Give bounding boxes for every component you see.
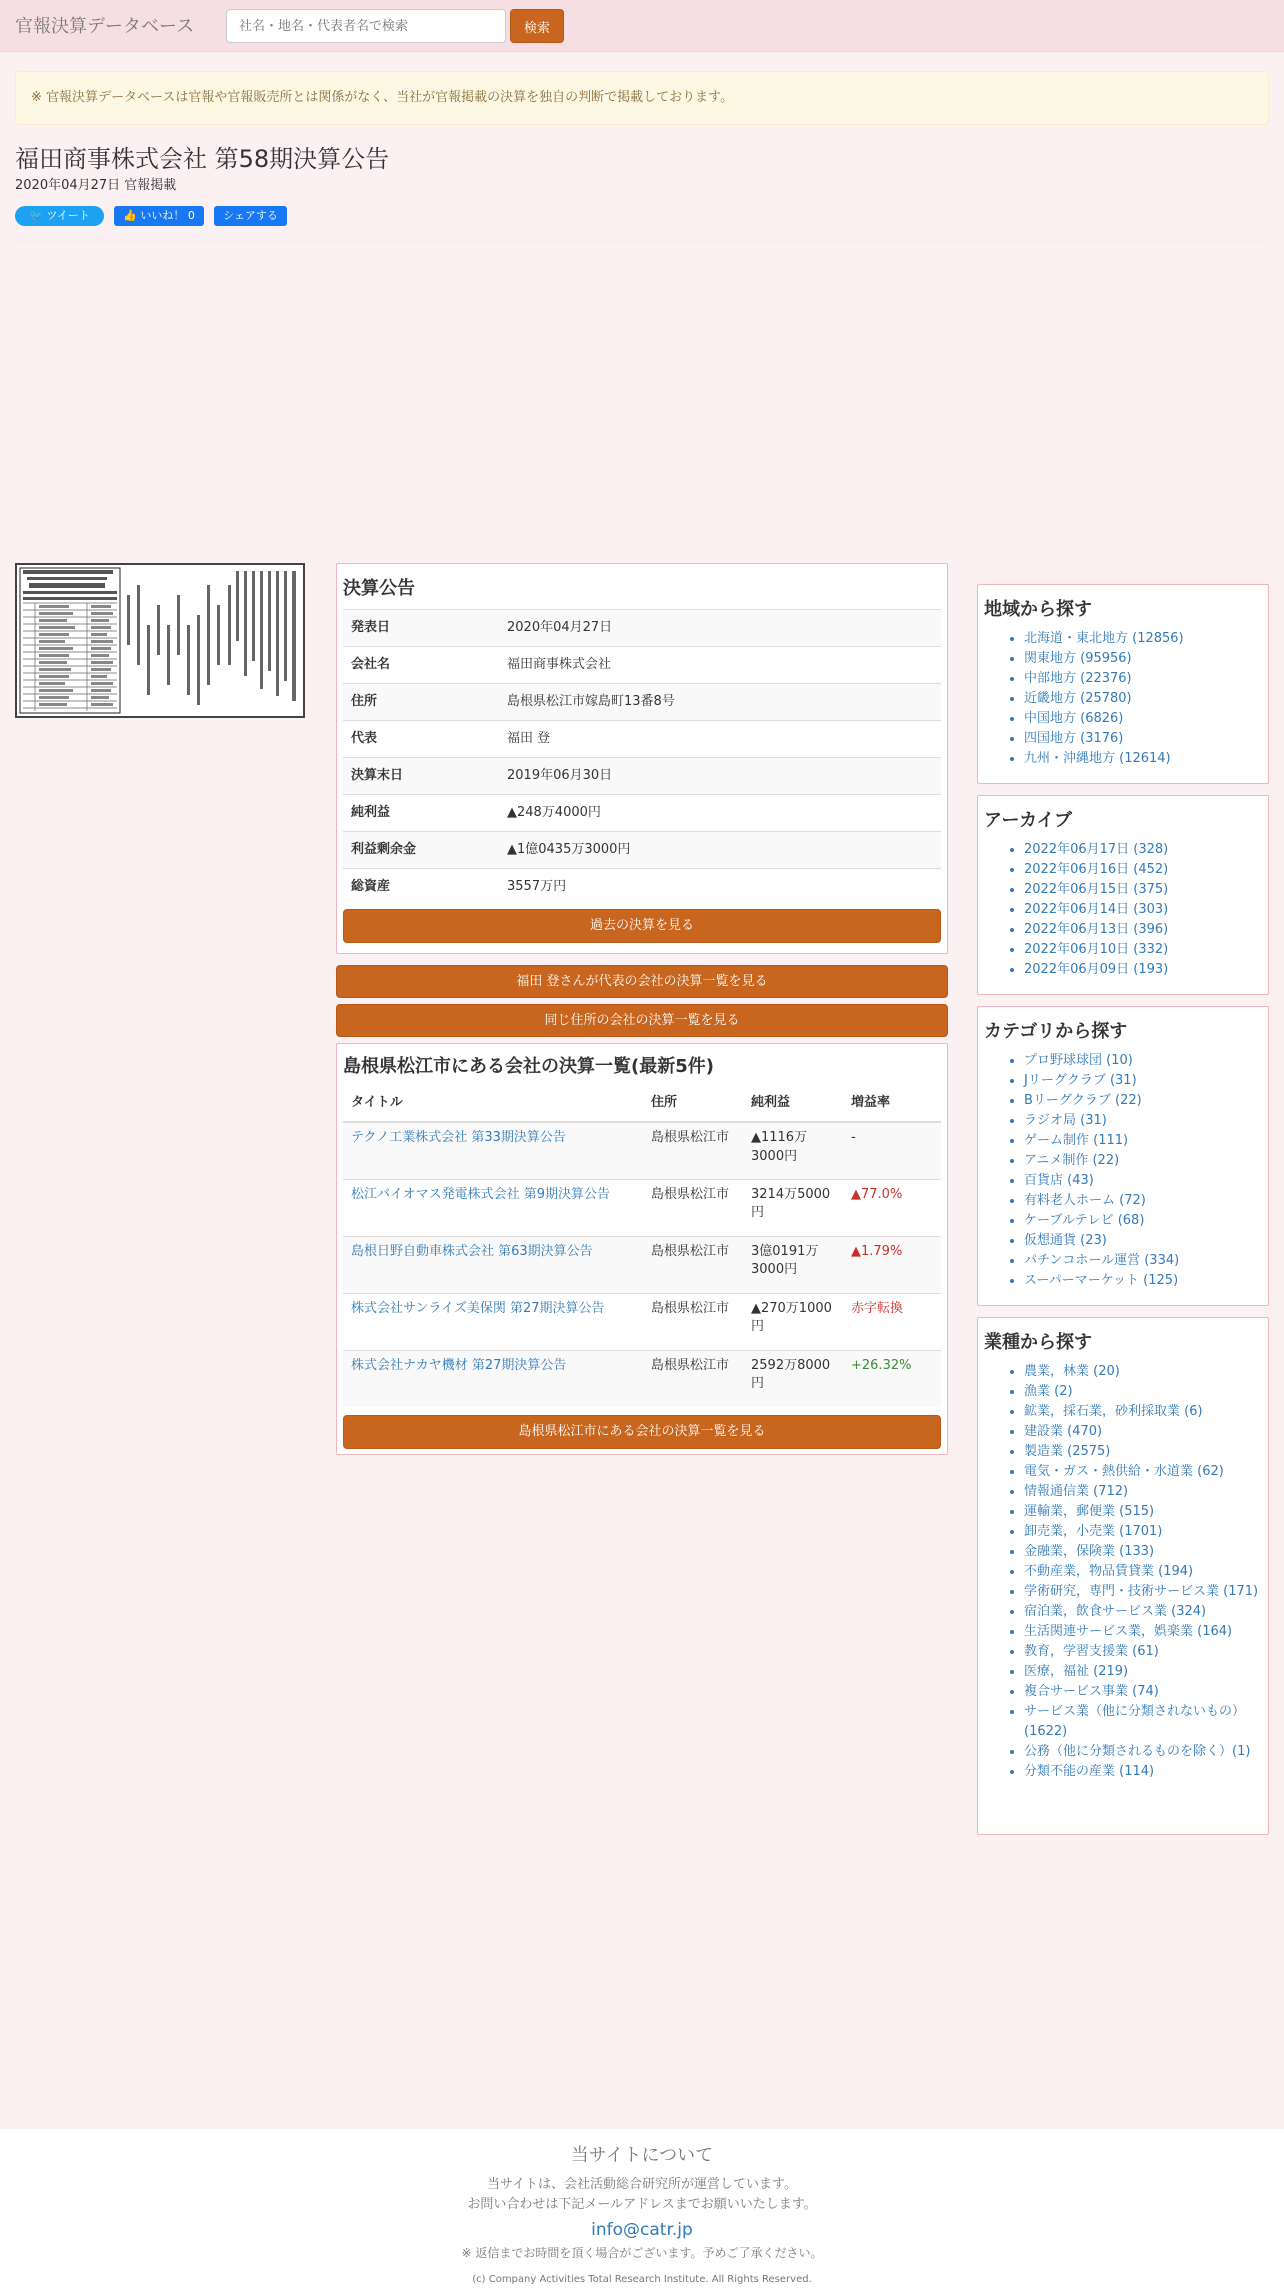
footer-reply-note: ※ 返信までお時間を頂く場合がございます。予めご了承ください。 — [461, 2246, 823, 2260]
list-item — [1024, 1542, 1262, 1562]
site-brand[interactable]: 官報決算データベース — [15, 16, 195, 37]
list-item — [1024, 1582, 1262, 1602]
sidebar-link[interactable]: ラジオ局 (31) — [1024, 1112, 1107, 1128]
list-item — [1024, 1362, 1262, 1382]
kessan-info-table — [343, 609, 941, 906]
table-row: 総資産 3557万円 — [343, 869, 941, 906]
list-item — [1024, 1071, 1262, 1091]
list-item — [1024, 1742, 1262, 1762]
list-item — [1024, 840, 1262, 860]
tweet-button[interactable]: 🐦 ツイート — [15, 206, 104, 226]
table-row: 代表 福田 登 — [343, 721, 941, 758]
list-item — [1024, 709, 1262, 729]
list-item — [1024, 1211, 1262, 1231]
col-title: タイトル — [343, 1086, 643, 1122]
sidebar-link[interactable]: 生活関連サービス業，娯楽業 (164) — [1024, 1623, 1233, 1639]
list-item — [1024, 1502, 1262, 1522]
sidebar-link[interactable]: パチンコホール運営 (334) — [1024, 1252, 1180, 1268]
sidebar-link[interactable]: 農業，林業 (20) — [1024, 1363, 1120, 1379]
table-row: 松江バイオマス発電株式会社 第9期決算公告 島根県松江市 3214万5000 円 ▲77.0% — [343, 1179, 941, 1236]
city-list-more-button[interactable]: 島根県松江市にある会社の決算一覧を見る — [343, 1415, 941, 1449]
search-button[interactable]: 検索 — [510, 9, 564, 43]
industry-list — [984, 1362, 1262, 1782]
company-link[interactable]: 株式会社ナカヤ機材 第27期決算公告 — [351, 1357, 567, 1373]
sidebar-link[interactable]: アニメ制作 (22) — [1024, 1152, 1120, 1168]
sidebar-link[interactable]: 医療，福祉 (219) — [1024, 1663, 1129, 1679]
list-item — [1024, 669, 1262, 689]
footer — [0, 2129, 1284, 2292]
table-row: 会社名 福田商事株式会社 — [343, 647, 941, 684]
sidebar-link[interactable]: 2022年06月16日 (452) — [1024, 861, 1169, 877]
list-item — [1024, 1231, 1262, 1251]
table-row: テクノ工業株式会社 第33期決算公告 島根県松江市 ▲1116万 3000円 - — [343, 1122, 941, 1179]
list-item — [1024, 1762, 1262, 1782]
list-item — [1024, 649, 1262, 669]
company-link[interactable]: 島根日野自動車株式会社 第63期決算公告 — [351, 1243, 593, 1259]
kessan-panel-title: 決算公告 — [343, 578, 415, 599]
sidebar-link[interactable]: Jリーグクラブ (31) — [1024, 1072, 1137, 1088]
list-item — [1024, 960, 1262, 980]
facebook-like-button[interactable]: 👍 いいね！ 0 — [114, 206, 204, 226]
table-row: 利益剰余金 ▲1億0435万3000円 — [343, 832, 941, 869]
sidebar-link[interactable]: 情報通信業 (712) — [1024, 1483, 1129, 1499]
sidebar-link[interactable]: 2022年06月10日 (332) — [1024, 941, 1169, 957]
archive-title: アーカイブ — [984, 810, 1073, 831]
city-list-panel — [336, 1043, 948, 1455]
list-item — [1024, 940, 1262, 960]
region-panel — [977, 584, 1269, 784]
sidebar-link[interactable]: 建設業 (470) — [1024, 1423, 1103, 1439]
sidebar-link[interactable]: 運輸業，郵便業 (515) — [1024, 1503, 1155, 1519]
industry-title: 業種から探す — [984, 1332, 1092, 1353]
company-link[interactable]: テクノ工業株式会社 第33期決算公告 — [351, 1130, 566, 1145]
sidebar-link[interactable]: 中部地方 (22376) — [1024, 670, 1132, 686]
company-link[interactable]: 松江バイオマス発電株式会社 第9期決算公告 — [351, 1186, 611, 1202]
list-item — [1024, 629, 1262, 649]
sidebar-link[interactable]: 2022年06月13日 (396) — [1024, 921, 1169, 937]
list-item — [1024, 1111, 1262, 1131]
sidebar-link[interactable]: 近畿地方 (25780) — [1024, 690, 1132, 706]
col-profit: 純利益 — [743, 1086, 843, 1122]
table-header-row — [343, 1086, 941, 1122]
list-item — [1024, 920, 1262, 940]
sidebar-link[interactable]: 分類不能の産業 (114) — [1024, 1763, 1155, 1779]
table-row: 住所 島根県松江市嫁島町13番8号 — [343, 684, 941, 721]
region-list — [984, 629, 1262, 769]
sidebar-link[interactable]: 仮想通貨 (23) — [1024, 1232, 1107, 1248]
category-list — [984, 1051, 1262, 1291]
footer-contact: お問い合わせは下記メールアドレスまでお願いいたします。 — [467, 2197, 817, 2212]
list-item — [1024, 1151, 1262, 1171]
table-row: 決算末日 2019年06月30日 — [343, 758, 941, 795]
sidebar-link[interactable]: ゲーム制作 (111) — [1024, 1132, 1129, 1148]
list-item — [1024, 1642, 1262, 1662]
table-row: 純利益 ▲248万4000円 — [343, 795, 941, 832]
facebook-share-button[interactable]: シェアする — [214, 206, 287, 226]
list-item — [1024, 860, 1262, 880]
sidebar-link[interactable]: Bリーグクラブ (22) — [1024, 1092, 1142, 1108]
sidebar-link[interactable]: 関東地方 (95956) — [1024, 650, 1132, 666]
page-title: 福田商事株式会社 第58期決算公告 — [15, 145, 390, 173]
sidebar-link[interactable]: 2022年06月14日 (303) — [1024, 901, 1169, 917]
representative-companies-button[interactable]: 福田 登さんが代表の会社の決算一覧を見る — [336, 965, 948, 998]
publication-date: 2020年04月27日 官報掲載 — [15, 178, 177, 193]
twitter-bird-icon: 🐦 — [29, 209, 43, 222]
list-item — [1024, 729, 1262, 749]
list-item — [1024, 1402, 1262, 1422]
list-item — [1024, 1422, 1262, 1442]
sidebar-link[interactable]: 製造業 (2575) — [1024, 1443, 1111, 1459]
sidebar-link[interactable]: スーパーマーケット (125) — [1024, 1272, 1179, 1288]
sidebar-link[interactable]: サービス業（他に分類されないもの）(1622) — [1024, 1703, 1246, 1739]
table-row: 島根日野自動車株式会社 第63期決算公告 島根県松江市 3億0191万 3000円 ▲1.79% — [343, 1236, 941, 1293]
list-item — [1024, 1462, 1262, 1482]
list-item — [1024, 689, 1262, 709]
list-item — [1024, 1051, 1262, 1071]
search-input[interactable] — [226, 9, 506, 43]
table-row: 株式会社サンライズ美保関 第27期決算公告 島根県松江市 ▲270万1000 円 赤字転換 — [343, 1293, 941, 1350]
company-link[interactable]: 株式会社サンライズ美保関 第27期決算公告 — [351, 1300, 605, 1316]
footer-operator: 当サイトは、会社活動総合研究所が運営しています。 — [486, 2177, 798, 2192]
thumbs-up-icon: 👍 — [123, 209, 137, 222]
list-item — [1024, 1562, 1262, 1582]
list-item — [1024, 1622, 1262, 1642]
list-item — [1024, 1171, 1262, 1191]
footer-title: 当サイトについて — [570, 2145, 714, 2166]
archive-panel — [977, 795, 1269, 995]
sidebar-link[interactable]: 百貨店 (43) — [1024, 1172, 1094, 1188]
city-list-title: 島根県松江市にある会社の決算一覧(最新5件) — [343, 1056, 714, 1077]
sidebar-link[interactable]: 卸売業，小売業 (1701) — [1024, 1523, 1163, 1539]
sidebar-link[interactable]: 複合サービス事業 (74) — [1024, 1683, 1159, 1699]
list-item — [1024, 1251, 1262, 1271]
list-item — [1024, 1191, 1262, 1211]
footer-copyright: (c) Company Activities Total Research Institute. All Rights Reserved. — [472, 2274, 812, 2285]
divider — [15, 241, 1269, 242]
footer-email-link[interactable]: info@catr.jp — [591, 2220, 693, 2240]
table-row: 株式会社ナカヤ機材 第27期決算公告 島根県松江市 2592万8000 円 +26.32% — [343, 1350, 941, 1407]
disclaimer-notice: ※ 官報決算データベースは官報や官報販売所とは関係がなく、当社が官報掲載の決算を独自の判断で掲載しております。 — [15, 71, 1269, 125]
sidebar-link[interactable]: プロ野球球団 (10) — [1024, 1052, 1133, 1068]
past-kessan-button[interactable]: 過去の決算を見る — [343, 909, 941, 943]
list-item — [1024, 749, 1262, 769]
sidebar-link[interactable]: 電気・ガス・熱供給・水道業 (62) — [1024, 1463, 1224, 1479]
kessan-panel — [336, 563, 948, 954]
list-item — [1024, 1131, 1262, 1151]
list-item — [1024, 1091, 1262, 1111]
list-item — [1024, 900, 1262, 920]
sidebar-link[interactable]: 教育，学習支援業 (61) — [1024, 1643, 1159, 1659]
col-address: 住所 — [643, 1086, 743, 1122]
list-item — [1024, 1482, 1262, 1502]
sidebar-link[interactable]: 北海道・東北地方 (12856) — [1024, 630, 1184, 646]
list-item — [1024, 1271, 1262, 1291]
category-title: カテゴリから探す — [984, 1021, 1128, 1042]
list-item — [1024, 1522, 1262, 1542]
sidebar-link[interactable]: 中国地方 (6826) — [1024, 710, 1124, 726]
sidebar-link[interactable]: 四国地方 (3176) — [1024, 730, 1124, 746]
sidebar-link[interactable]: 学術研究，専門・技術サービス業 (171) — [1024, 1583, 1259, 1599]
list-item — [1024, 1662, 1262, 1682]
list-item — [1024, 1702, 1262, 1742]
sidebar-link[interactable]: ケーブルテレビ (68) — [1024, 1212, 1145, 1228]
same-address-companies-button[interactable]: 同じ住所の会社の決算一覧を見る — [336, 1004, 948, 1037]
sidebar-link[interactable]: 2022年06月09日 (193) — [1024, 961, 1169, 977]
list-item — [1024, 1382, 1262, 1402]
archive-list — [984, 840, 1262, 980]
table-row: 発表日 2020年04月27日 — [343, 610, 941, 647]
sidebar-link[interactable]: 2022年06月17日 (328) — [1024, 841, 1169, 857]
sidebar-link[interactable]: 2022年06月15日 (375) — [1024, 881, 1169, 897]
list-item — [1024, 1442, 1262, 1462]
navbar — [0, 0, 1284, 52]
sidebar-link[interactable]: 不動産業，物品賃貸業 (194) — [1024, 1563, 1194, 1579]
region-title: 地域から探す — [984, 599, 1092, 620]
category-panel — [977, 1006, 1269, 1306]
col-rate: 増益率 — [843, 1086, 941, 1122]
list-item — [1024, 1602, 1262, 1622]
sidebar-link[interactable]: 鉱業，採石業，砂利採取業 (6) — [1024, 1403, 1203, 1419]
sidebar-link[interactable]: 宿泊業，飲食サービス業 (324) — [1024, 1603, 1207, 1619]
list-item — [1024, 1682, 1262, 1702]
gazette-scan-image[interactable] — [15, 563, 305, 718]
list-item — [1024, 880, 1262, 900]
sidebar-link[interactable]: 公務（他に分類されるものを除く）(1) — [1024, 1743, 1251, 1759]
sidebar-link[interactable]: 漁業 (2) — [1024, 1383, 1073, 1399]
sidebar-link[interactable]: 有料老人ホーム (72) — [1024, 1192, 1146, 1208]
sidebar-link[interactable]: 金融業，保険業 (133) — [1024, 1543, 1155, 1559]
sidebar-link[interactable]: 九州・沖縄地方 (12614) — [1024, 750, 1171, 766]
city-list-table — [343, 1086, 941, 1407]
industry-panel — [977, 1317, 1269, 1835]
